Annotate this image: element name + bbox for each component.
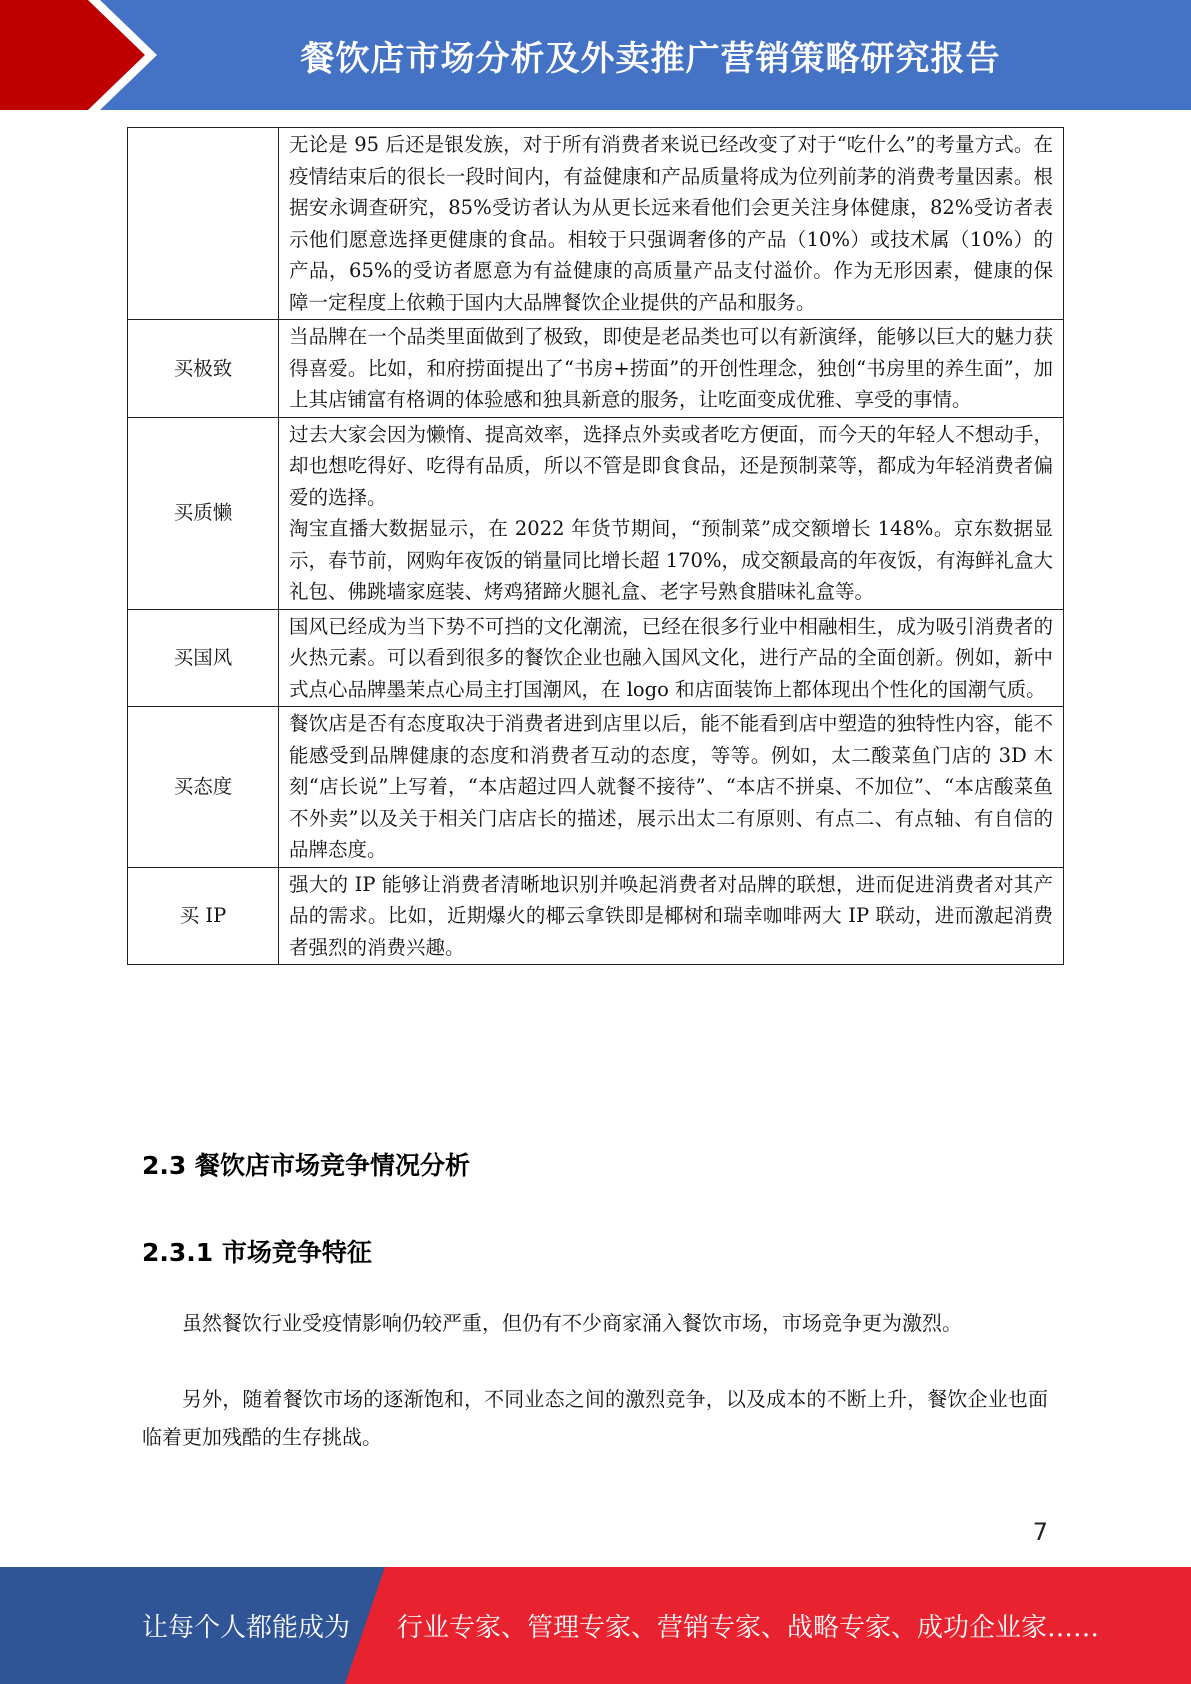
row-description-paragraph: 强大的 IP 能够让消费者清晰地识别并唤起消费者对品牌的联想，进而促进消费者对其产品的需求。比如，近期爆火的椰云拿铁即是椰树和瑞幸咖啡两大 IP 联动，进而激起消费者强烈的消费兴趣。 <box>289 872 1053 959</box>
row-label: 买质懒 <box>128 417 279 609</box>
row-description-paragraph: 过去大家会因为懒惰、提高效率，选择点外卖或者吃方便面，而今天的年轻人不想动手，却也想吃得好、吃得有品质，所以不管是即食食品，还是预制菜等，都成为年轻消费者偏爱的选择。 <box>289 422 1053 509</box>
row-description <box>279 128 1064 320</box>
page-header <box>0 0 1191 110</box>
row-description-paragraph: 当品牌在一个品类里面做到了极致，即使是老品类也可以有新演绎，能够以巨大的魅力获得喜爱。比如，和府捞面提出了“书房+捞面”的开创性理念，独创“书房里的养生面”，加上其店铺富有格调的体验感和独具新意的服务，让吃面变成优雅、享受的事情。 <box>289 325 1053 411</box>
row-label: 买态度 <box>128 707 279 868</box>
row-description-paragraph: 餐饮店是否有态度取决于消费者进到店里以后，能不能看到店中塑造的独特性内容，能不能感受到品牌健康的态度和消费者互动的态度，等等。例如，太二酸菜鱼门店的 3D 木刻“店长说”上写着，“本店超过四人就餐不接待”、“本店不拼桌、不加位”、“本店酸菜鱼不外卖”以及关于相关门店店长的描述，展示出太二有原则、有点二、有点轴、有自信的品牌态度。 <box>289 712 1053 861</box>
row-label <box>128 128 279 320</box>
footer-slogan-right: 行业专家、管理专家、营销专家、战略专家、成功企业家…… <box>397 1613 1100 1643</box>
row-label: 买极致 <box>128 320 279 418</box>
body-paragraph: 另外，随着餐饮市场的逐渐饱和，不同业态之间的激烈竞争，以及成本的不断上升，餐饮企业也面临着更加残酷的生存挑战。 <box>142 1387 1048 1449</box>
row-description <box>279 320 1064 418</box>
table-row <box>128 320 1064 418</box>
footer-slogan-left: 让每个人都能成为 <box>142 1613 351 1643</box>
row-description <box>279 707 1064 868</box>
row-description-paragraph: 淘宝直播大数据显示，在 2022 年货节期间，“预制菜”成交额增长 148%。京东数据显示，春节前，网购年夜饭的销量同比增长超 170%，成交额最高的年夜饭，有海鲜礼盒大礼包、佛跳墙家庭装、烤鸡猪蹄火腿礼盒、老字号熟食腊味礼盒等。 <box>289 517 1053 603</box>
section-heading: 2.3 餐饮店市场竞争情况分析 <box>142 1151 470 1180</box>
page-number: 7 <box>1032 1518 1048 1546</box>
row-description-paragraph: 国风已经成为当下势不可挡的文化潮流，已经在很多行业中相融相生，成为吸引消费者的火热元素。可以看到很多的餐饮企业也融入国风文化，进行产品的全面创新。例如，新中式点心品牌墨茉点心局主打国潮风，在 logo 和店面装饰上都体现出个性化的国潮气质。 <box>289 614 1053 701</box>
table-row <box>128 609 1064 707</box>
page-footer <box>0 1567 1191 1684</box>
table-row <box>128 128 1064 320</box>
subsection-heading: 2.3.1 市场竞争特征 <box>142 1238 372 1267</box>
header-title: 餐饮店市场分析及外卖推广营销策略研究报告 <box>300 38 1001 79</box>
row-description <box>279 609 1064 707</box>
row-label: 买国风 <box>128 609 279 707</box>
row-description <box>279 867 1064 965</box>
table-row <box>128 707 1064 868</box>
table-row <box>128 867 1064 965</box>
body-paragraph: 虽然餐饮行业受疫情影响仍较严重，但仍有不少商家涌入餐饮市场，市场竞争更为激烈。 <box>182 1311 962 1335</box>
row-label: 买 IP <box>128 867 279 965</box>
header-arrow-accent <box>0 0 200 110</box>
row-description-paragraph: 无论是 95 后还是银发族，对于所有消费者来说已经改变了对于“吃什么”的考量方式。在疫情结束后的很长一段时间内，有益健康和产品质量将成为位列前茅的消费考量因素。根据安永调查研究，85%受访者认为从更长远来看他们会更关注身体健康，82%受访者表示他们愿意选择更健康的食品。相较于只强调奢侈的产品（10%）或技术属（10%）的产品，65%的受访者愿意为有益健康的高质量产品支付溢价。作为无形因素，健康的保障一定程度上依赖于国内大品牌餐饮企业提供的产品和服务。 <box>289 133 1053 314</box>
trend-table <box>127 127 1064 965</box>
table-row <box>128 417 1064 609</box>
row-description <box>279 417 1064 609</box>
